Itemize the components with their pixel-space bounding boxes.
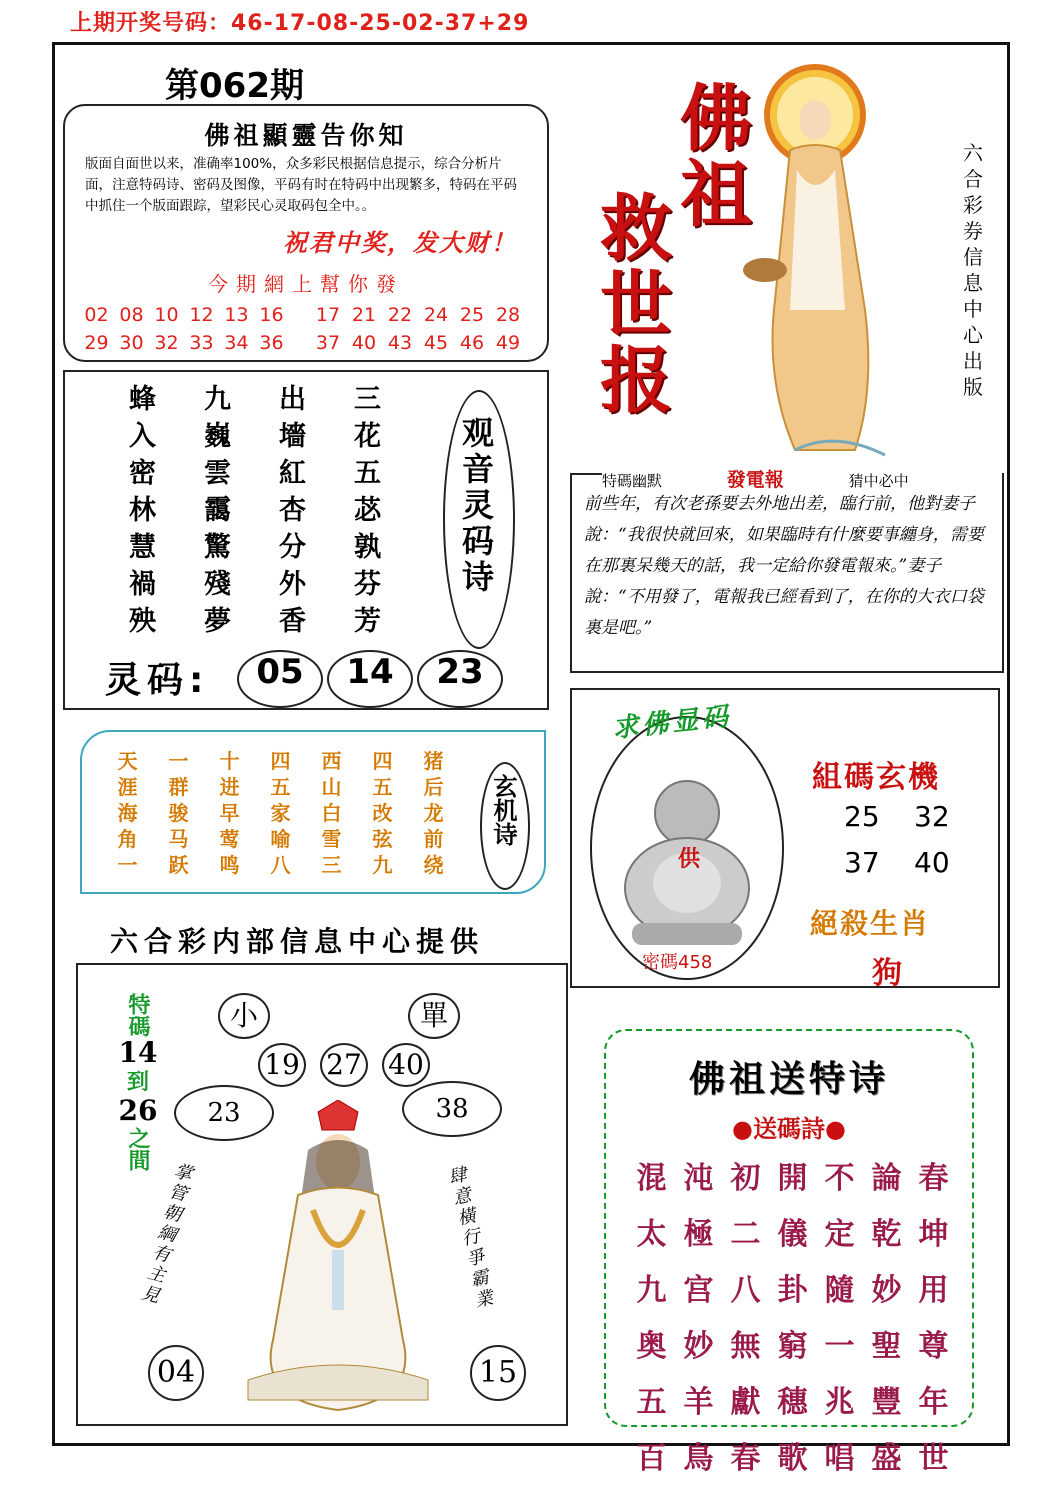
poem-char: 二 bbox=[730, 1217, 761, 1252]
number: 37 bbox=[315, 332, 341, 354]
lingma-label: 灵码: bbox=[105, 660, 210, 701]
number: 25 bbox=[459, 304, 485, 326]
poem-char: 弦 bbox=[372, 827, 393, 851]
poem-char: 八 bbox=[270, 853, 291, 877]
guanyin-poem-box bbox=[63, 370, 549, 710]
poem-char: 殘 bbox=[204, 569, 231, 600]
joke-box bbox=[570, 469, 1004, 673]
joke-header bbox=[602, 465, 1002, 492]
provider-line: 六合彩内部信息中心提供 bbox=[110, 925, 485, 958]
poem-char: 墻 bbox=[279, 421, 306, 452]
poem-char: 巍 bbox=[204, 421, 231, 452]
poem-char: 跃 bbox=[168, 853, 189, 877]
poem-char: 密 bbox=[129, 458, 156, 489]
poem-char: 世 bbox=[918, 1441, 949, 1476]
poem-char: 三 bbox=[354, 384, 381, 415]
poem-char: 聖 bbox=[871, 1329, 902, 1364]
poem-char: 穗 bbox=[777, 1385, 808, 1420]
poem-char: 盛 bbox=[871, 1441, 902, 1476]
poem-char: 芬 bbox=[354, 569, 381, 600]
xuanji-poem-box bbox=[80, 730, 546, 894]
parity-oval: 單 bbox=[408, 993, 460, 1039]
poem-char: 尊 bbox=[918, 1329, 949, 1364]
poem-char: 羊 bbox=[683, 1385, 714, 1420]
poem-char: 不 bbox=[824, 1161, 855, 1196]
poem-char: 紅 bbox=[279, 458, 306, 489]
lingma-number: 23 bbox=[417, 650, 503, 708]
poem-char: 角 bbox=[117, 827, 138, 851]
poem-char: 鳥 bbox=[683, 1441, 714, 1476]
number: 45 bbox=[423, 332, 449, 354]
poem-char: 鸣 bbox=[219, 853, 240, 877]
poem-char: 初 bbox=[730, 1161, 761, 1196]
number: 10 bbox=[154, 304, 179, 326]
poem-char: 海 bbox=[117, 801, 138, 825]
poem-char: 年 bbox=[918, 1385, 949, 1420]
password-label: 密碼458 bbox=[642, 952, 713, 973]
combo-number: 25 bbox=[844, 800, 880, 833]
poem-char: 苾 bbox=[354, 495, 381, 526]
number-row-1 bbox=[79, 304, 539, 326]
poem-char: 入 bbox=[129, 421, 156, 452]
poem-char: 三 bbox=[321, 853, 342, 877]
number: 40 bbox=[351, 332, 377, 354]
poem-char: 無 bbox=[730, 1329, 761, 1364]
number: 08 bbox=[119, 304, 144, 326]
song-poem-box bbox=[604, 1029, 974, 1476]
poem-char: 用 bbox=[918, 1273, 949, 1308]
combo-title: 組碼玄機 bbox=[812, 760, 940, 795]
kill-zodiac-title: 絕殺生肖 bbox=[810, 907, 931, 940]
combo-number: 32 bbox=[914, 800, 950, 833]
poem-char: 四 bbox=[270, 749, 291, 773]
poem-char: 骏 bbox=[168, 801, 189, 825]
poem-char: 獻 bbox=[730, 1385, 761, 1420]
poem-char: 喻 bbox=[270, 827, 291, 851]
number: 29 bbox=[84, 332, 109, 354]
poem-char: 禍 bbox=[129, 569, 156, 600]
poem-char: 五 bbox=[354, 458, 381, 489]
poem-char: 后 bbox=[423, 775, 444, 799]
poem-char: 芳 bbox=[354, 606, 381, 637]
poem-char: 一 bbox=[824, 1329, 855, 1364]
poem-char: 林 bbox=[129, 495, 156, 526]
number: 22 bbox=[387, 304, 413, 326]
poem-char: 儀 bbox=[777, 1217, 808, 1252]
lingma-number: 05 bbox=[237, 650, 323, 708]
poem-char: 群 bbox=[168, 775, 189, 799]
poem-char: 驚 bbox=[204, 532, 231, 563]
poem-char: 外 bbox=[279, 569, 306, 600]
last-draw-header: 上期开奖号码：46-17-08-25-02-37+29 bbox=[70, 11, 530, 36]
poem-char: 定 bbox=[824, 1217, 855, 1252]
poem-char: 山 bbox=[321, 775, 342, 799]
notice-title: 佛祖顯靈告你知 bbox=[204, 121, 408, 150]
left-verse: 掌管朝綱有主見 bbox=[136, 1159, 195, 1308]
poem-char: 論 bbox=[871, 1161, 902, 1196]
number: 34 bbox=[224, 332, 249, 354]
poem-char: 兆 bbox=[824, 1385, 855, 1420]
number: 49 bbox=[495, 332, 521, 354]
poem-char: 坤 bbox=[918, 1217, 949, 1252]
poem-char: 隨 bbox=[824, 1273, 855, 1308]
poem-char: 一 bbox=[117, 853, 138, 877]
number: 46 bbox=[459, 332, 485, 354]
poem-char: 一 bbox=[168, 749, 189, 773]
poem-char: 乾 bbox=[871, 1217, 902, 1252]
number-oval: 04 bbox=[148, 1345, 204, 1401]
poem-char: 雲 bbox=[204, 458, 231, 489]
poem-char: 九 bbox=[636, 1273, 667, 1308]
poem-char: 马 bbox=[168, 827, 189, 851]
number: 36 bbox=[259, 332, 284, 354]
poem-char: 窮 bbox=[777, 1329, 808, 1364]
number-oval: 40 bbox=[382, 1043, 430, 1087]
poem-char: 九 bbox=[372, 853, 393, 877]
song-poem-title: 佛祖送特诗 bbox=[688, 1058, 889, 1100]
right-verse: 肆意橫行爭霸業 bbox=[443, 1164, 496, 1313]
special-to-word: 到 bbox=[126, 1069, 149, 1095]
special-label: 特碼 bbox=[125, 993, 151, 1037]
xuanji-grid bbox=[102, 748, 459, 878]
poem-char: 孰 bbox=[354, 532, 381, 563]
poem-char: 沌 bbox=[683, 1161, 714, 1196]
poem-char: 宫 bbox=[683, 1273, 714, 1308]
poem-char: 四 bbox=[372, 749, 393, 773]
poem-char: 卦 bbox=[777, 1273, 808, 1308]
poem-char: 太 bbox=[636, 1217, 667, 1252]
number: 30 bbox=[119, 332, 144, 354]
poem-char: 杏 bbox=[279, 495, 306, 526]
lucky-buddha-box bbox=[570, 688, 1000, 991]
poem-char: 莺 bbox=[219, 827, 240, 851]
number: 17 bbox=[315, 304, 341, 326]
poem-char: 五 bbox=[372, 775, 393, 799]
special-end: 之間 bbox=[125, 1127, 151, 1171]
seated-guanyin-image bbox=[228, 1100, 448, 1420]
poem-char: 奥 bbox=[636, 1329, 667, 1364]
special-from: 14 bbox=[118, 1036, 158, 1069]
number-oval: 27 bbox=[320, 1043, 368, 1087]
poem-char: 夢 bbox=[204, 606, 231, 637]
kill-zodiac: 狗 bbox=[872, 956, 902, 991]
combo-number: 40 bbox=[914, 846, 950, 879]
number: 16 bbox=[259, 304, 284, 326]
poem-char: 前 bbox=[423, 827, 444, 851]
number: 32 bbox=[154, 332, 179, 354]
poem-char: 天 bbox=[117, 749, 138, 773]
poem-char: 春 bbox=[730, 1441, 761, 1476]
xuanji-side-oval bbox=[480, 762, 530, 890]
poem-char: 唱 bbox=[824, 1441, 855, 1476]
poem-char: 慧 bbox=[129, 532, 156, 563]
number: 24 bbox=[423, 304, 449, 326]
poem-char: 进 bbox=[219, 775, 240, 799]
poem-char: 花 bbox=[354, 421, 381, 452]
poem-char: 猪 bbox=[423, 749, 444, 773]
size-oval: 小 bbox=[218, 993, 270, 1039]
poem-char: 十 bbox=[219, 749, 240, 773]
poem-char: 九 bbox=[204, 384, 231, 415]
numbers-subtitle: 今期網上幫你發 bbox=[208, 272, 404, 296]
number-oval: 23 bbox=[174, 1085, 274, 1141]
number: 13 bbox=[224, 304, 249, 326]
publisher-vertical: 六合彩券信息中心出版 bbox=[963, 141, 983, 399]
number: 02 bbox=[84, 304, 109, 326]
song-poem-grid bbox=[628, 1153, 957, 1477]
number: 21 bbox=[351, 304, 377, 326]
offer-label: 供 bbox=[678, 846, 701, 872]
number: 33 bbox=[189, 332, 214, 354]
poem-side-title: 观音灵码诗 bbox=[457, 416, 495, 596]
poem-char: 妙 bbox=[871, 1273, 902, 1308]
poem-char: 蜂 bbox=[129, 384, 156, 415]
poem-char: 五 bbox=[636, 1385, 667, 1420]
poem-char: 白 bbox=[321, 801, 342, 825]
number-oval: 38 bbox=[402, 1081, 502, 1137]
poem-char: 靄 bbox=[204, 495, 231, 526]
seated-guanyin-box bbox=[76, 963, 568, 1426]
notice-box bbox=[63, 104, 549, 362]
poem-char: 妙 bbox=[683, 1329, 714, 1364]
song-poem-subtitle: ●送碼詩● bbox=[732, 1114, 846, 1143]
poem-char: 八 bbox=[730, 1273, 761, 1308]
joke-text: 前些年，有次老孫要去外地出差，臨行前，他對妻子說：“我很快就回來，如果臨時有什麼要事纏身，需要在那裏呆幾天的話，我一定給你發電報來。”妻子說：“不用發了，電報我已經看到了，在你的大衣口袋裏是吧。” bbox=[584, 494, 984, 638]
poem-side-oval bbox=[443, 390, 515, 649]
blessing: 祝君中奖，发大财！ bbox=[283, 228, 517, 257]
masthead-title-a: 佛祖 bbox=[668, 80, 753, 232]
standing-buddha-illustration bbox=[735, 60, 955, 460]
poem-char: 家 bbox=[270, 801, 291, 825]
poem-char: 绕 bbox=[423, 853, 444, 877]
poem-char: 極 bbox=[683, 1217, 714, 1252]
combo-number: 37 bbox=[844, 846, 880, 879]
joke-header-mid: 發電報 bbox=[726, 469, 784, 491]
poem-char: 早 bbox=[219, 801, 240, 825]
poem-char: 歌 bbox=[777, 1441, 808, 1476]
number: 28 bbox=[495, 304, 521, 326]
masthead-title-b: 救世报 bbox=[588, 190, 673, 418]
poem-char: 分 bbox=[279, 532, 306, 563]
joke-header-left: 特碼幽默 bbox=[602, 472, 663, 490]
joke-header-right: 猜中必中 bbox=[848, 472, 909, 490]
lingma-number: 14 bbox=[327, 650, 413, 708]
number: 43 bbox=[387, 332, 413, 354]
buddha-arc-title: 求佛显码 bbox=[611, 701, 734, 745]
poem-char: 五 bbox=[270, 775, 291, 799]
poem-char: 春 bbox=[918, 1161, 949, 1196]
poem-char: 混 bbox=[636, 1161, 667, 1196]
number-oval: 19 bbox=[258, 1043, 306, 1087]
poem-char: 涯 bbox=[117, 775, 138, 799]
poem-char: 香 bbox=[279, 606, 306, 637]
poem-char: 龙 bbox=[423, 801, 444, 825]
number-row-2 bbox=[79, 332, 539, 354]
issue-number: 第062期 bbox=[165, 66, 304, 106]
xuanji-side-title: 玄机诗 bbox=[489, 774, 518, 846]
special-range bbox=[118, 993, 158, 1171]
special-to: 26 bbox=[118, 1094, 158, 1127]
poem-char: 改 bbox=[372, 801, 393, 825]
poem-char: 豐 bbox=[871, 1385, 902, 1420]
poem-char: 開 bbox=[777, 1161, 808, 1196]
poem-char: 西 bbox=[321, 749, 342, 773]
poem-char: 百 bbox=[636, 1441, 667, 1476]
notice-body: 版面自面世以来，准确率100%，众多彩民根据信息提示，综合分析片面，注意特码诗、密码及图像，平码有时在特码中出现繁多，特码在平码中抓住一个版面跟踪，望彩民心灵取码包全中。。 bbox=[85, 156, 517, 214]
poem-grid bbox=[105, 382, 405, 639]
poem-char: 雪 bbox=[321, 827, 342, 851]
number-oval: 15 bbox=[470, 1345, 526, 1401]
poem-char: 殃 bbox=[129, 606, 156, 637]
number: 12 bbox=[189, 304, 214, 326]
poem-char: 出 bbox=[279, 384, 306, 415]
